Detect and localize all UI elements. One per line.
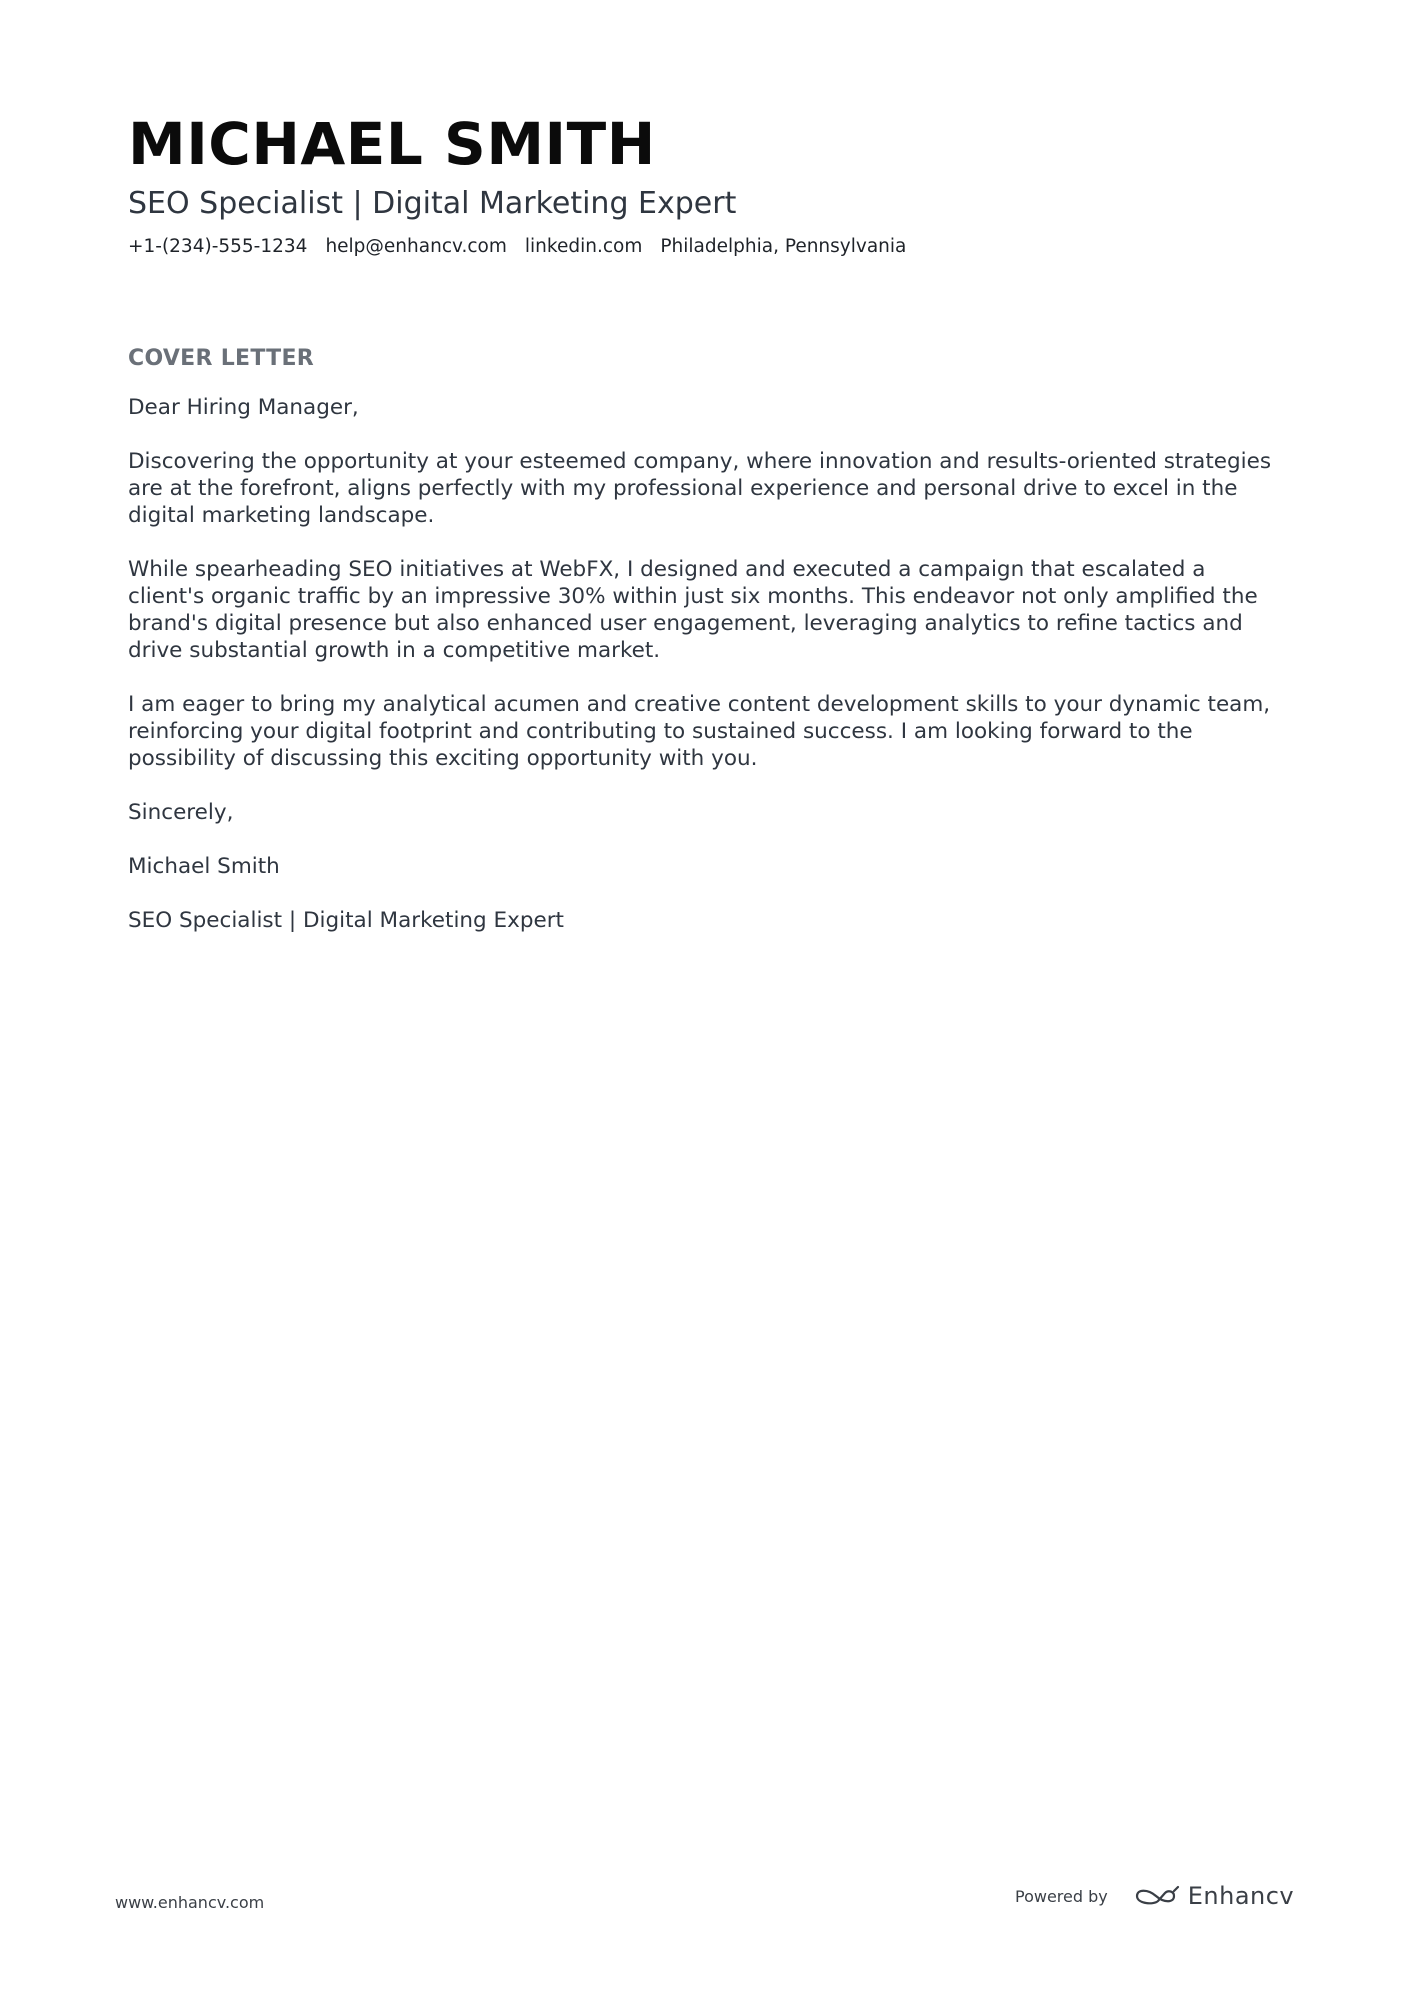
footer-branding bbox=[1015, 1882, 1294, 1910]
contact-email[interactable]: help@enhancv.com bbox=[325, 236, 507, 257]
powered-by-label: Powered by bbox=[1015, 1886, 1108, 1906]
brand-logo[interactable] bbox=[1134, 1882, 1294, 1910]
letter-paragraph: While spearheading SEO initiatives at WebFX, I designed and executed a campaign that escalated a client's organic traffic by an impressive 30% within just six months. This endeavor not only amplified the brand's digital presence but also enhanced user engagement, leveraging analytics to refine tactics and drive substantial growth in a competitive market. bbox=[128, 557, 1258, 663]
contact-location: Philadelphia, Pennsylvania bbox=[660, 236, 907, 257]
letter-paragraph: Discovering the opportunity at your esteemed company, where innovation and results-oriented strategies are at the forefront, aligns perfectly with my professional experience and personal drive to excel in the digital marketing landscape. bbox=[128, 449, 1272, 528]
contact-phone: +1-(234)-555-1234 bbox=[128, 236, 308, 257]
signature-title: SEO Specialist | Digital Marketing Expert bbox=[128, 908, 564, 933]
letter-greeting: Dear Hiring Manager, bbox=[128, 395, 359, 420]
enhancv-logo-icon bbox=[1134, 1884, 1180, 1908]
candidate-name: MICHAEL SMITH bbox=[128, 110, 656, 178]
signature-name: Michael Smith bbox=[128, 854, 280, 879]
letter-paragraph: I am eager to bring my analytical acumen and creative content development skills to your dynamic team, reinforcing your digital footprint and contributing to sustained success. I am looking forward to the possibility of discussing this exciting opportunity with you. bbox=[128, 692, 1271, 771]
cover-letter-section bbox=[128, 344, 1288, 961]
section-title: COVER LETTER bbox=[128, 346, 315, 371]
header bbox=[128, 108, 1288, 260]
contact-info bbox=[128, 234, 1288, 260]
footer-website[interactable]: www.enhancv.com bbox=[115, 1893, 265, 1912]
brand-name: Enhancv bbox=[1187, 1882, 1295, 1910]
candidate-headline: SEO Specialist | Digital Marketing Expert bbox=[128, 186, 737, 221]
contact-linkedin[interactable]: linkedin.com bbox=[524, 236, 643, 257]
letter-closing: Sincerely, bbox=[128, 800, 234, 825]
